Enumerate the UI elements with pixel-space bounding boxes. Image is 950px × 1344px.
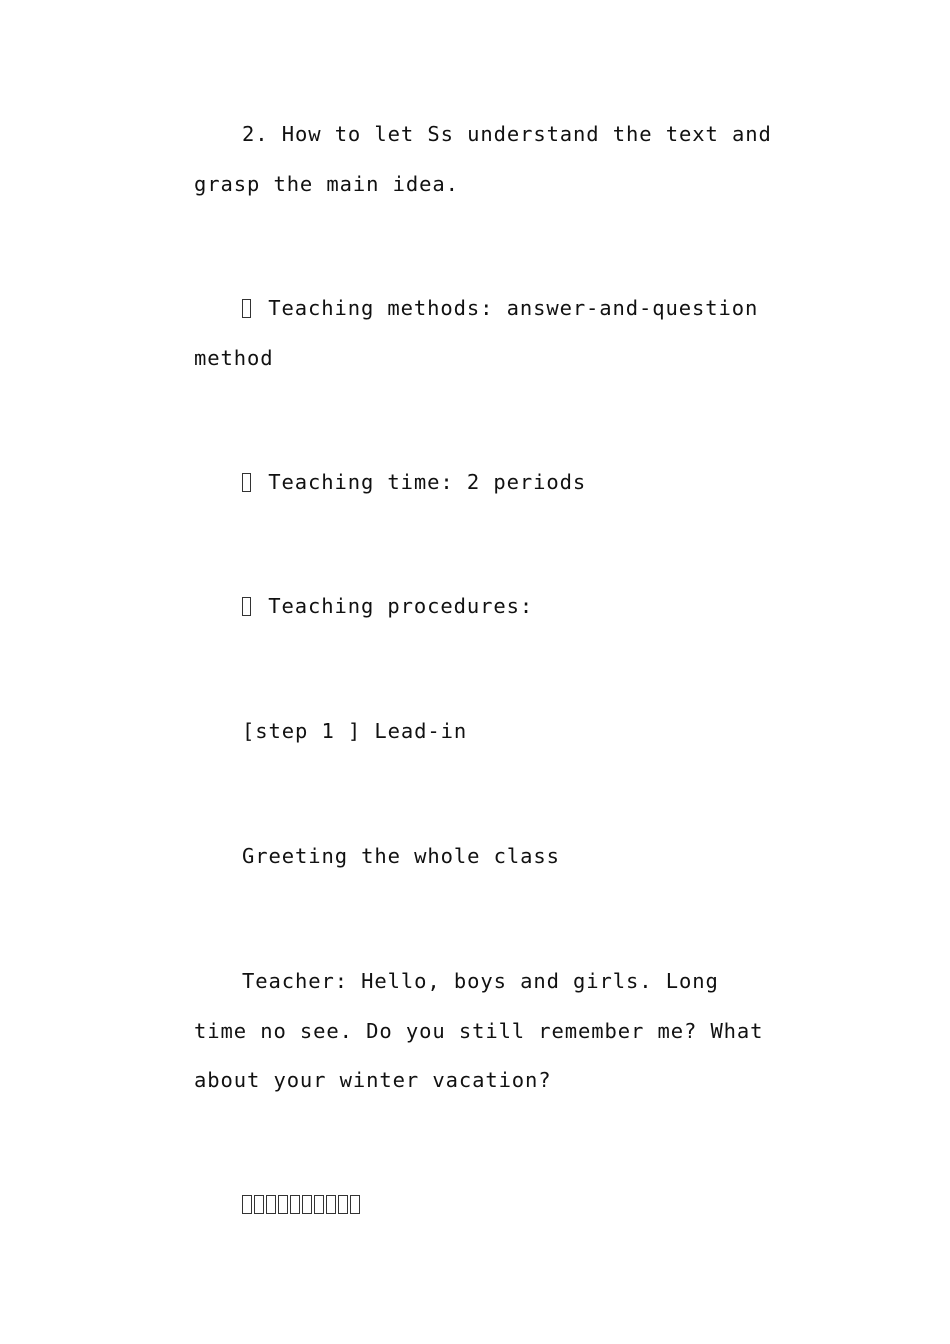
paragraph-step-1: [step 1 ] Lead-in <box>242 719 468 743</box>
teaching-time-text: Teaching time: 2 periods <box>268 470 587 494</box>
teaching-procedures-text: Teaching procedures: <box>268 594 534 618</box>
paragraph-teaching-time <box>194 458 774 508</box>
missing-glyph-icon <box>290 1195 300 1214</box>
missing-glyph-icon <box>302 1195 312 1214</box>
teaching-methods-text: Teaching methods: answer-and-question method <box>194 296 772 370</box>
paragraph-objective-2: 2. How to let Ss understand the text and grasp the main idea. <box>194 122 785 196</box>
missing-glyph-icon <box>254 1195 264 1214</box>
missing-glyph-icon <box>326 1195 336 1214</box>
paragraph-unrendered-glyphs <box>194 1180 774 1230</box>
missing-glyph-bullet-icon <box>242 299 251 318</box>
missing-glyph-icon <box>338 1195 348 1214</box>
missing-glyph-icon <box>242 1195 252 1214</box>
paragraph-greeting: Greeting the whole class <box>242 844 560 868</box>
missing-glyph-bullet-icon <box>242 473 251 492</box>
missing-glyph-icon <box>314 1195 324 1214</box>
paragraph-teaching-methods <box>194 284 774 383</box>
missing-glyph-bullet-icon <box>242 597 251 616</box>
paragraph-teaching-procedures <box>194 582 774 632</box>
paragraph-teacher-line: Teacher: Hello, boys and girls. Long time no see. Do you still remember me? What about your winter vacation? <box>194 969 777 1092</box>
missing-glyph-icon <box>278 1195 288 1214</box>
missing-glyph-icon <box>350 1195 360 1214</box>
missing-glyph-row <box>242 1180 362 1230</box>
missing-glyph-icon <box>266 1195 276 1214</box>
